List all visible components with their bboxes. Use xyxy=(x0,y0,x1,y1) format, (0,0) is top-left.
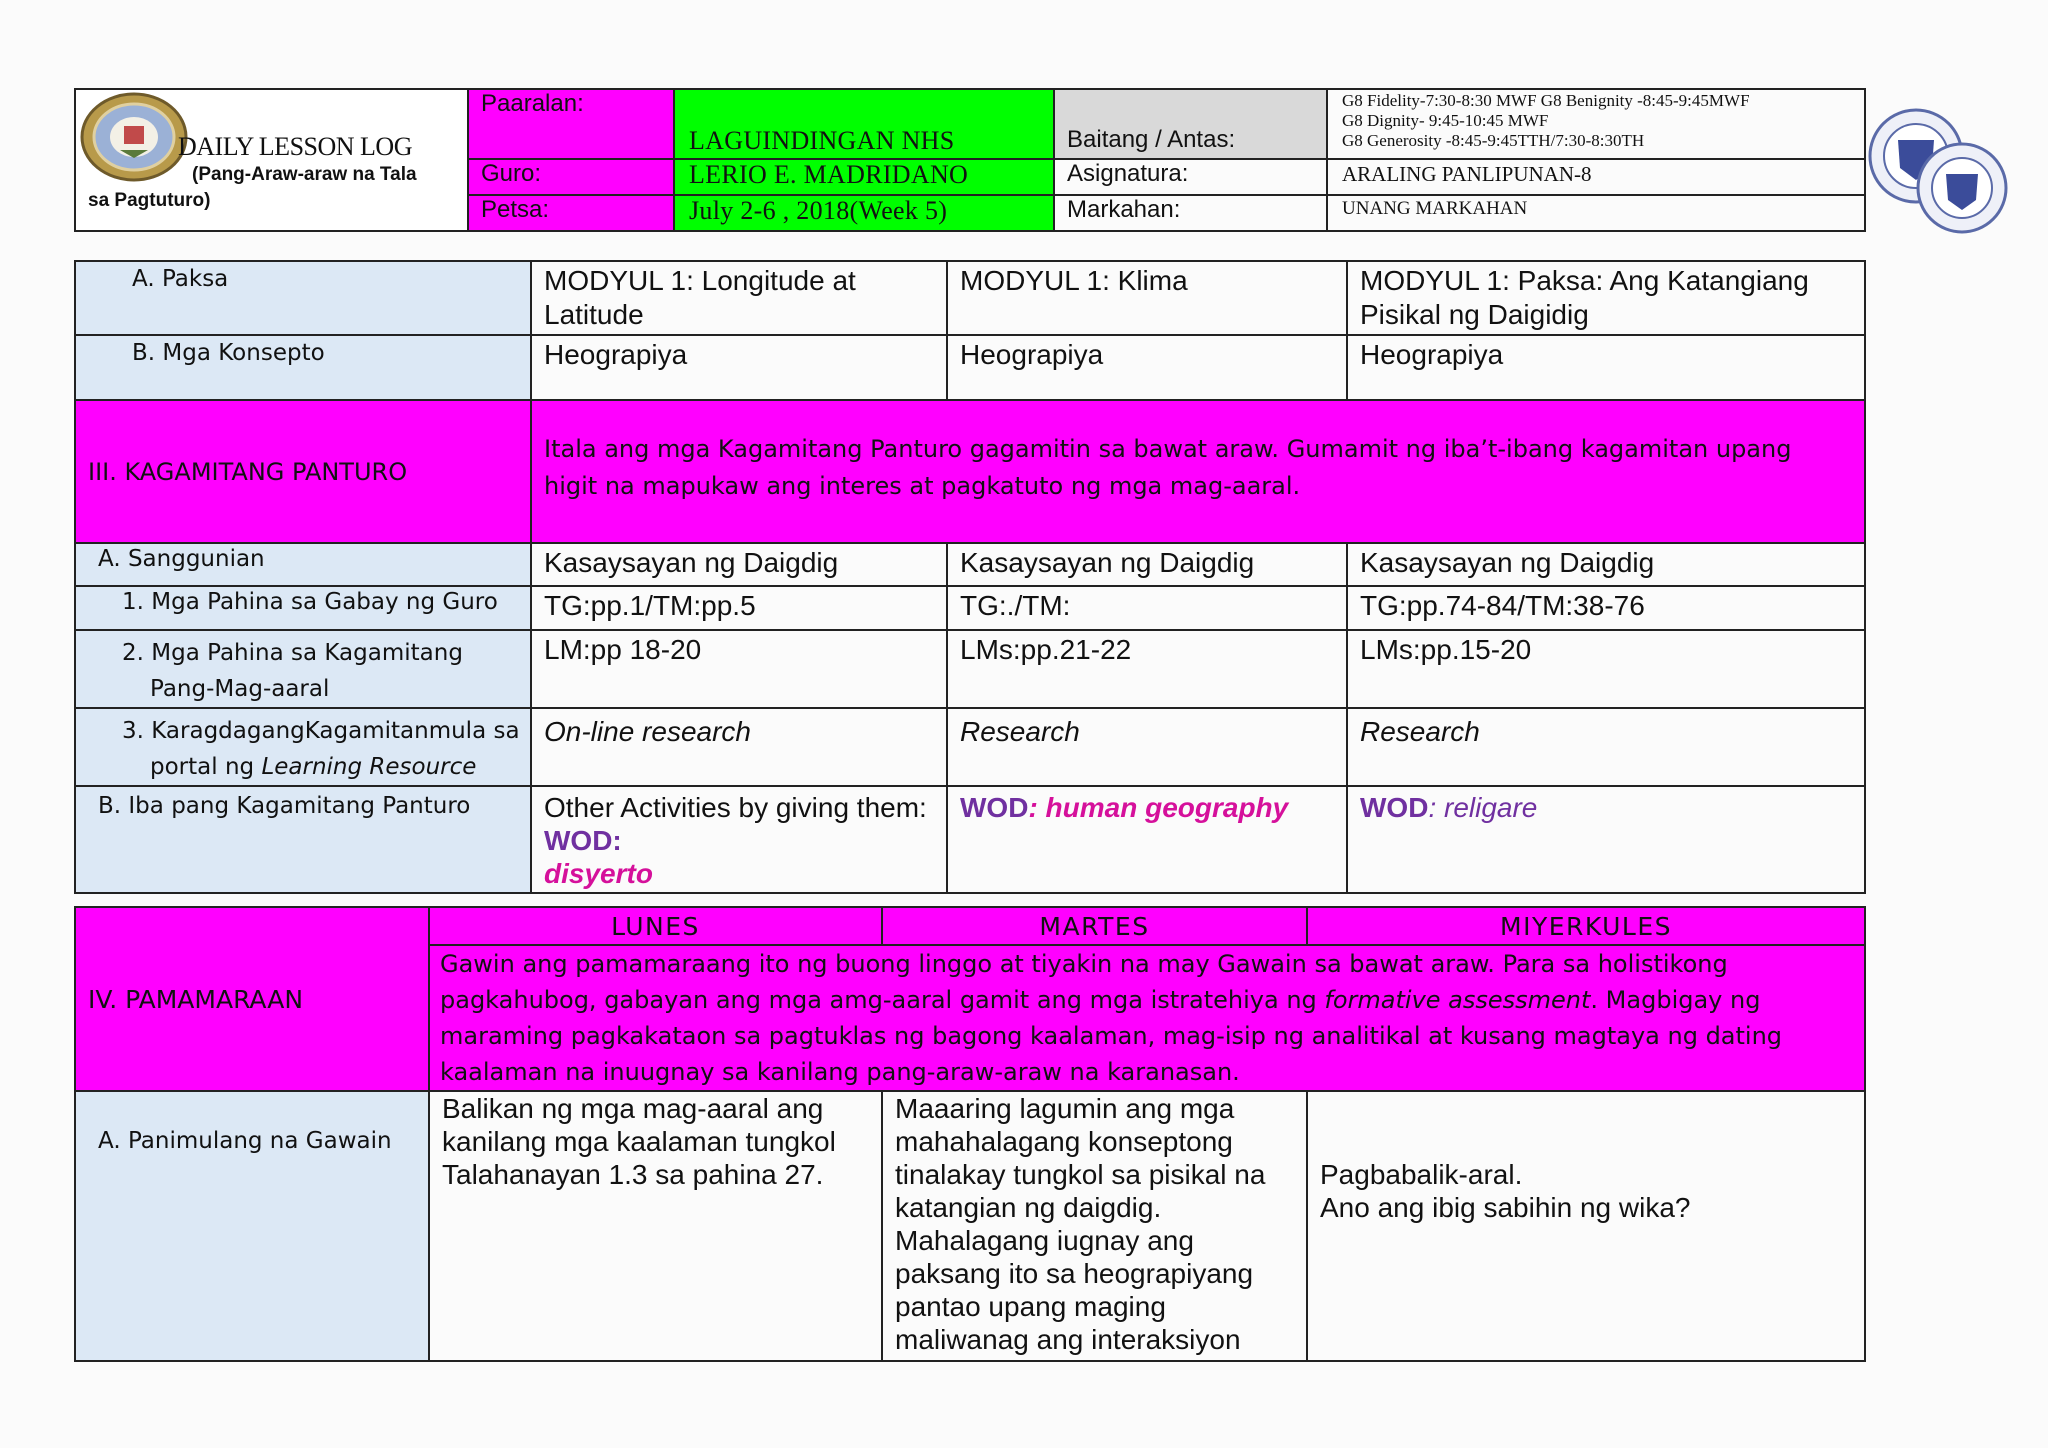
magaaral-pages-wednesday: LMs:pp.15-20 xyxy=(1347,630,1865,708)
iba-tuesday: WOD: human geography xyxy=(947,786,1347,893)
iba-label: B. Iba pang Kagamitang Panturo xyxy=(75,786,531,893)
sanggunian-monday: Kasaysayan ng Daigdig xyxy=(531,543,947,586)
teacher-label: Guro: xyxy=(468,159,674,195)
konsepto-tuesday: Heograpiya xyxy=(947,335,1347,400)
magaaral-pages-label: 2. Mga Pahina sa Kagamitang Pang-Mag-aaral xyxy=(75,630,531,708)
school-value: LAGUINDINGAN NHS xyxy=(674,89,1054,159)
materials-table xyxy=(74,260,1866,894)
panimula-tuesday: Maaaring lagumin ang mga mahahalagang konseptong tinalakay tungkol sa pisikal na katangian ng daigdig. Mahalagang iugnay ang paksang ito sa heograpiyang pantao upang maging maliwanag ang interaksiyon xyxy=(882,1091,1307,1361)
date-value: July 2-6 , 2018(Week 5) xyxy=(674,195,1054,231)
procedure-table xyxy=(74,906,1866,1362)
panimula-monday: Balikan ng mga mag-aaral ang kanilang mga kaalaman tungkol Talahanayan 1.3 sa pahina 27. xyxy=(429,1091,882,1361)
document-subtitle-cont: sa Pagtuturo) xyxy=(88,190,211,211)
date-label: Petsa: xyxy=(468,195,674,231)
materials-description: Itala ang mga Kagamitang Panturo gagamitin sa bawat araw. Gumamit ng iba’t-ibang kagamitan upang higit na mapukaw ang interes at pagkatuto ng mga mag-aaral. xyxy=(531,400,1865,543)
panimula-wednesday: Pagbabalik-aral. Ano ang ibig sabihin ng wika? xyxy=(1307,1091,1865,1361)
document-title: DAILY LESSON LOG xyxy=(178,132,412,161)
title-cell xyxy=(75,89,468,231)
procedure-instruction: Gawin ang pamamaraang ito ng buong linggo at tiyakin na may Gawain sa bawat araw. Para sa holistikong pagkahubog, gabayan ang mga amg-aaral gamit ang mga istratehiya ng formative assessment. Magbigay ng maraming pagkakataon sa pagtuklas ng bagong kaalaman, mag-isip ng analitikal at kusang magtaya ng dating kaalaman na inuugnay sa kanilang pang-araw-araw na karanasan. xyxy=(429,945,1865,1091)
guro-pages-monday: TG:pp.1/TM:pp.5 xyxy=(531,586,947,630)
schedule-line: G8 Dignity- 9:45-10:45 MWF xyxy=(1342,111,1549,130)
guro-pages-label: 1. Mga Pahina sa Gabay ng Guro xyxy=(75,586,531,630)
sanggunian-wednesday: Kasaysayan ng Daigdig xyxy=(1347,543,1865,586)
school-label: Paaralan: xyxy=(468,89,674,159)
document-subtitle: (Pang-Araw-araw na Tala xyxy=(192,164,417,185)
grade-label: Baitang / Antas: xyxy=(1054,89,1327,159)
header-table xyxy=(74,88,1866,232)
day-header-tuesday: MARTES xyxy=(882,907,1307,945)
subject-value: ARALING PANLIPUNAN-8 xyxy=(1327,159,1865,195)
konsepto-wednesday: Heograpiya xyxy=(1347,335,1865,400)
subject-label: Asignatura: xyxy=(1054,159,1327,195)
karagdagan-label: 3. KaragdagangKagamitanmula sa portal ng Learning Resource xyxy=(75,708,531,786)
karagdagan-wednesday: Research xyxy=(1347,708,1865,786)
schedule-line: G8 Fidelity-7:30-8:30 MWF G8 Benignity -8:45-9:45MWF xyxy=(1342,91,1750,110)
guro-pages-tuesday: TG:./TM: xyxy=(947,586,1347,630)
karagdagan-tuesday: Research xyxy=(947,708,1347,786)
sanggunian-label: A. Sanggunian xyxy=(75,543,531,586)
iba-monday: Other Activities by giving them: WOD: disyerto xyxy=(531,786,947,893)
iba-wednesday: WOD: religare xyxy=(1347,786,1865,893)
materials-heading: III. KAGAMITANG PANTURO xyxy=(75,400,531,543)
schedule-line: G8 Generosity -8:45-9:45TTH/7:30-8:30TH xyxy=(1342,131,1645,150)
deped-seal-icon xyxy=(1866,106,2014,236)
magaaral-pages-tuesday: LMs:pp.21-22 xyxy=(947,630,1347,708)
school-seal-icon xyxy=(80,92,188,182)
quarter-label: Markahan: xyxy=(1054,195,1327,231)
day-header-monday: LUNES xyxy=(429,907,882,945)
magaaral-pages-monday: LM:pp 18-20 xyxy=(531,630,947,708)
paksa-monday: MODYUL 1: Longitude at Latitude xyxy=(531,261,947,335)
quarter-value: UNANG MARKAHAN xyxy=(1327,195,1865,231)
teacher-value: LERIO E. MADRIDANO xyxy=(674,159,1054,195)
karagdagan-monday: On-line research xyxy=(531,708,947,786)
paksa-wednesday: MODYUL 1: Paksa: Ang Katangiang Pisikal ng Daigidig xyxy=(1347,261,1865,335)
guro-pages-wednesday: TG:pp.74-84/TM:38-76 xyxy=(1347,586,1865,630)
konsepto-label: B. Mga Konsepto xyxy=(75,335,531,400)
schedule-cell xyxy=(1327,89,1865,159)
konsepto-monday: Heograpiya xyxy=(531,335,947,400)
procedure-heading: IV. PAMAMARAAN xyxy=(75,907,429,1091)
sanggunian-tuesday: Kasaysayan ng Daigdig xyxy=(947,543,1347,586)
day-header-wednesday: MIYERKULES xyxy=(1307,907,1865,945)
panimula-label: A. Panimulang na Gawain xyxy=(75,1091,429,1361)
paksa-tuesday: MODYUL 1: Klima xyxy=(947,261,1347,335)
paksa-label: A. Paksa xyxy=(75,261,531,335)
